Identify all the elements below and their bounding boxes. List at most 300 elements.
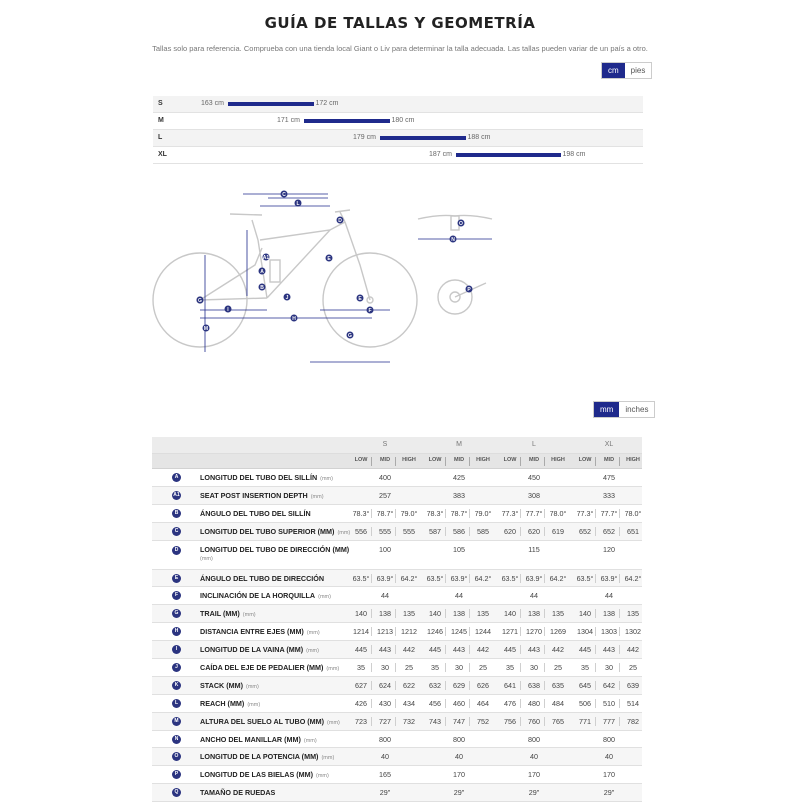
parameter-label: LONGITUD DE LA VAINA (MM) <box>200 645 304 655</box>
size-min-label: 171 cm <box>277 116 300 124</box>
geometry-value: 138 <box>603 609 615 619</box>
geometry-value: 445 <box>429 645 441 655</box>
geometry-value: 138 <box>379 609 391 619</box>
size-row-s <box>153 96 643 113</box>
geometry-value: 63.5° <box>501 573 519 583</box>
parameter-label: ALTURA DEL SUELO AL TUBO (MM) <box>200 716 325 726</box>
geometry-value: 430 <box>379 698 391 708</box>
geometry-value: 642 <box>603 680 615 690</box>
parameter-name <box>200 663 339 672</box>
geometry-value: 771 <box>579 716 591 726</box>
row-code-badge: D <box>172 546 181 555</box>
parameter-name <box>200 545 349 554</box>
geometry-value: 77.3° <box>501 508 519 518</box>
parameter-unit: (mm) <box>316 773 329 780</box>
geometry-value: 35 <box>357 663 365 673</box>
geometry-row-f <box>152 587 642 605</box>
geometry-value: 1213 <box>377 627 393 637</box>
geometry-value: 1303 <box>601 627 617 637</box>
geometry-value: 30 <box>530 663 538 673</box>
parameter-name <box>200 609 256 618</box>
geometry-value: 723 <box>355 716 367 726</box>
size-header: S <box>382 441 388 448</box>
geometry-value: 78.0° <box>549 508 567 518</box>
geometry-value: 35 <box>506 663 514 673</box>
geometry-value: 140 <box>429 609 441 619</box>
row-code-badge: P <box>172 770 181 779</box>
geometry-value: 800 <box>603 734 615 744</box>
parameter-unit: (mm) <box>320 476 333 482</box>
geometry-value: 64.2° <box>400 573 418 583</box>
header-separator <box>395 457 396 466</box>
diagram-label-f: F <box>368 308 372 314</box>
row-code-badge: Q <box>172 788 181 797</box>
geometry-value: 445 <box>504 645 516 655</box>
geometry-value: 25 <box>554 663 562 673</box>
seat <box>230 214 262 240</box>
geometry-value: 760 <box>528 716 540 726</box>
geometry-value: 29" <box>453 788 465 798</box>
geometry-value: 782 <box>627 716 639 726</box>
geometry-value: 752 <box>477 716 489 726</box>
geometry-value: 64.2° <box>474 573 492 583</box>
geometry-value: 40 <box>605 752 613 762</box>
row-code-badge: O <box>172 752 181 761</box>
geometry-value: 79.0° <box>474 508 492 518</box>
geometry-value: 40 <box>381 752 389 762</box>
geometry-row-k <box>152 677 642 695</box>
diagram-label-g2: G <box>348 333 352 339</box>
geometry-value: 44 <box>455 591 463 601</box>
geometry-value: 620 <box>504 526 516 536</box>
geometry-value: 426 <box>355 698 367 708</box>
geometry-value: 425 <box>453 473 465 482</box>
position-header: HIGH <box>551 457 565 463</box>
geometry-row-m <box>152 713 642 731</box>
diagram-label-a1: A1 <box>262 255 270 261</box>
geometry-value: 333 <box>603 490 615 500</box>
diagram-label-h: H <box>292 316 296 322</box>
row-code-badge: M <box>172 717 181 726</box>
geometry-unit-toggle <box>593 401 655 418</box>
parameter-name <box>200 574 324 583</box>
geometry-row-o <box>152 748 642 766</box>
position-header: HIGH <box>626 457 640 463</box>
parameter-label: ÁNGULO DEL TUBO DE DIRECCIÓN <box>200 573 325 583</box>
row-code-badge: B <box>172 509 181 518</box>
size-min-label: 163 cm <box>201 99 224 107</box>
geometry-row-i <box>152 641 642 659</box>
page-subtitle: Tallas solo para referencia. Comprueba con una tienda local Giant o Liv para determinar la talla adecuada. Las tallas pueden variar de un país a otro. <box>152 44 648 53</box>
size-min-label: 179 cm <box>353 133 376 141</box>
geometry-value: 445 <box>355 645 367 655</box>
geometry-value: 652 <box>579 526 591 536</box>
parameter-label: LONGITUD DEL TUBO SUPERIOR (MM) <box>200 526 335 536</box>
geometry-value: 765 <box>552 716 564 726</box>
geometry-value: 140 <box>504 609 516 619</box>
diagram-label-a: A <box>260 269 264 275</box>
size-range-bar <box>304 119 390 123</box>
geometry-value: 800 <box>453 734 465 744</box>
geometry-value: 510 <box>603 698 615 708</box>
geometry-value: 1271 <box>502 627 518 637</box>
geometry-value: 639 <box>627 680 639 690</box>
geometry-value: 308 <box>528 490 540 500</box>
geometry-value: 79.0° <box>400 508 418 518</box>
geometry-value: 63.9° <box>450 573 468 583</box>
parameter-label: TRAIL (MM) <box>200 609 240 619</box>
position-header-row <box>152 454 642 469</box>
size-header: L <box>532 441 536 448</box>
geometry-value: 170 <box>453 770 465 780</box>
size-header: M <box>456 441 462 448</box>
geometry-value: 652 <box>603 526 615 536</box>
parameter-label: ANCHO DEL MANILLAR (MM) <box>200 734 301 744</box>
size-label: S <box>158 100 163 107</box>
geometry-value: 443 <box>379 645 391 655</box>
parameter-name <box>200 770 329 779</box>
geometry-value: 619 <box>552 526 564 536</box>
parameter-unit: (mm) <box>310 493 324 500</box>
geometry-value: 35 <box>581 663 589 673</box>
geometry-value: 627 <box>355 680 367 690</box>
size-max-label: 172 cm <box>315 99 339 107</box>
geometry-value: 480 <box>528 698 540 708</box>
geometry-value: 25 <box>405 663 413 673</box>
size-max-label: 188 cm <box>467 133 491 141</box>
diagram-label-c: C <box>282 192 286 198</box>
geometry-value: 138 <box>453 609 465 619</box>
geometry-value: 29" <box>603 788 615 798</box>
geometry-value: 743 <box>429 716 441 726</box>
parameter-name <box>200 699 260 708</box>
geometry-value: 484 <box>552 698 564 708</box>
geometry-value: 78.3° <box>426 508 444 518</box>
row-code-badge: E <box>172 574 181 583</box>
parameter-label: LONGITUD DE LA POTENCIA (MM) <box>200 752 319 762</box>
parameter-name <box>200 527 350 536</box>
geometry-value: 30 <box>455 663 463 673</box>
parameter-unit: (mm) <box>247 701 261 708</box>
parameter-label: LONGITUD DEL TUBO DEL SILLÍN <box>200 473 318 482</box>
size-min-label: 187 cm <box>429 150 452 158</box>
geometry-value: 442 <box>477 645 489 655</box>
geometry-value: 135 <box>552 609 564 619</box>
geometry-value: 622 <box>403 680 415 690</box>
geometry-value: 170 <box>528 770 540 780</box>
parameter-name <box>200 681 259 690</box>
geometry-value: 800 <box>528 734 540 744</box>
unit-mm-button[interactable]: mm <box>594 402 619 417</box>
geometry-value: 140 <box>579 609 591 619</box>
geometry-value: 756 <box>504 716 516 726</box>
geometry-value: 1245 <box>451 627 467 637</box>
size-header-row <box>152 437 642 454</box>
parameter-name <box>200 788 275 797</box>
geometry-value: 460 <box>453 698 465 708</box>
geometry-value: 135 <box>477 609 489 619</box>
geometry-row-l <box>152 695 642 713</box>
parameter-label: SEAT POST INSERTION DEPTH <box>200 490 308 500</box>
parameter-label: INCLINACIÓN DE LA HORQUILLA <box>200 591 316 601</box>
geometry-value: 135 <box>403 609 415 619</box>
geometry-value: 40 <box>455 752 463 762</box>
header-separator <box>595 457 596 466</box>
geometry-value: 506 <box>579 698 591 708</box>
geometry-value: 64.2° <box>624 573 642 583</box>
geometry-value: 727 <box>379 716 391 726</box>
diagram-label-m: M <box>203 326 209 332</box>
geometry-value: 556 <box>355 526 367 536</box>
geometry-value: 1269 <box>550 627 566 637</box>
geometry-value: 476 <box>504 698 516 708</box>
geometry-value: 30 <box>381 663 389 673</box>
geometry-value: 35 <box>431 663 439 673</box>
row-code-badge: I <box>172 645 181 654</box>
geometry-value: 1214 <box>353 627 369 637</box>
parameter-name <box>200 627 320 636</box>
size-header: XL <box>604 441 614 448</box>
header-separator <box>520 457 521 466</box>
row-code-badge: A <box>172 473 181 482</box>
diagram-label-n: N <box>451 237 455 243</box>
geometry-value: 514 <box>627 698 639 708</box>
row-code-badge: H <box>172 627 181 636</box>
parameter-name <box>200 752 334 761</box>
parameter-unit: (mm) <box>303 737 317 744</box>
geometry-row-n <box>152 731 642 749</box>
geometry-value: 585 <box>477 526 489 536</box>
shock <box>270 260 280 282</box>
parameter-label: TAMAÑO DE RUEDAS <box>200 788 276 798</box>
diagram-label-o: O <box>459 221 463 227</box>
geometry-value: 443 <box>603 645 615 655</box>
geometry-value: 475 <box>603 473 615 482</box>
geometry-value: 442 <box>552 645 564 655</box>
geometry-value: 120 <box>603 544 615 554</box>
geometry-value: 77.7° <box>600 508 618 518</box>
position-header: MID <box>379 457 391 463</box>
parameter-label: STACK (MM) <box>200 680 243 690</box>
geometry-row-p <box>152 766 642 784</box>
parameter-unit: (mm) <box>326 666 340 673</box>
geometry-value: 624 <box>379 680 391 690</box>
position-header: LOW <box>503 457 517 463</box>
header-separator <box>544 457 545 466</box>
diagram-label-l: L <box>296 201 300 207</box>
diagram-label-d: D <box>338 218 342 224</box>
geometry-value: 456 <box>429 698 441 708</box>
geometry-value: 777 <box>603 716 615 726</box>
parameter-unit: (mm) <box>242 612 256 619</box>
diagram-label-g: G <box>198 298 202 304</box>
unit-cm-button[interactable]: cm <box>602 63 625 78</box>
geometry-value: 40 <box>530 752 538 762</box>
geometry-value: 586 <box>453 526 465 536</box>
geometry-value: 464 <box>477 698 489 708</box>
parameter-label: LONGITUD DE LAS BIELAS (MM) <box>200 770 313 780</box>
geometry-value: 1270 <box>526 627 542 637</box>
geometry-table <box>152 437 642 802</box>
diagram-label-i: I <box>227 307 229 313</box>
geometry-value: 140 <box>355 609 367 619</box>
parameter-name <box>200 717 340 726</box>
diagram-label-j: J <box>285 295 289 301</box>
geometry-value: 25 <box>479 663 487 673</box>
geometry-row-a <box>152 469 642 487</box>
geometry-value: 747 <box>453 716 465 726</box>
page-title: GUÍA DE TALLAS Y GEOMETRÍA <box>264 14 536 32</box>
geometry-diagram <box>0 170 800 385</box>
geometry-value: 629 <box>453 680 465 690</box>
parameter-unit: (mm) <box>337 529 351 536</box>
parameter-name <box>200 491 324 500</box>
diagram-label-e2: E <box>358 296 362 302</box>
parameter-unit: (mm) <box>321 755 335 762</box>
geometry-value: 635 <box>552 680 564 690</box>
geometry-value: 44 <box>530 591 538 601</box>
row-code-badge: K <box>172 681 181 690</box>
geometry-row-a1 <box>152 487 642 505</box>
size-label: XL <box>158 151 167 158</box>
geometry-value: 115 <box>528 544 540 554</box>
geometry-value: 100 <box>379 544 391 554</box>
geometry-value: 78.7° <box>376 508 394 518</box>
geometry-value: 1244 <box>475 627 491 637</box>
geometry-value: 620 <box>528 526 540 536</box>
geometry-row-e <box>152 570 642 588</box>
header-separator <box>469 457 470 466</box>
position-header: HIGH <box>476 457 490 463</box>
geometry-value: 1212 <box>401 627 417 637</box>
geometry-value: 434 <box>403 698 415 708</box>
position-header: MID <box>603 457 615 463</box>
geometry-value: 63.5° <box>576 573 594 583</box>
size-range-bar <box>228 102 314 106</box>
parameter-unit: (mm) <box>318 594 331 601</box>
height-unit-toggle <box>601 62 652 79</box>
geometry-value: 64.2° <box>549 573 567 583</box>
header-separator <box>371 457 372 466</box>
row-code-badge: F <box>172 591 181 600</box>
geometry-value: 29" <box>379 788 391 798</box>
geometry-value: 63.5° <box>352 573 370 583</box>
geometry-value: 1246 <box>427 627 443 637</box>
geometry-value: 800 <box>379 734 391 744</box>
parameter-name <box>200 591 331 600</box>
size-max-label: 180 cm <box>391 116 415 124</box>
geometry-row-c <box>152 523 642 541</box>
geometry-value: 445 <box>579 645 591 655</box>
geometry-value: 626 <box>477 680 489 690</box>
parameter-label: DISTANCIA ENTRE EJES (MM) <box>200 627 304 637</box>
position-header: MID <box>528 457 540 463</box>
size-row-l <box>153 130 643 147</box>
geometry-value: 555 <box>379 526 391 536</box>
geometry-value: 638 <box>528 680 540 690</box>
geometry-value: 44 <box>381 591 389 601</box>
geometry-value: 442 <box>627 645 639 655</box>
geometry-value: 450 <box>528 473 540 482</box>
geometry-value: 63.9° <box>376 573 394 583</box>
diagram-label-p: P <box>467 287 471 293</box>
geometry-value: 77.3° <box>576 508 594 518</box>
geometry-value: 77.7° <box>525 508 543 518</box>
geometry-value: 651 <box>627 526 639 536</box>
position-header: LOW <box>354 457 368 463</box>
parameter-unit: (mm) <box>306 630 320 637</box>
size-range-bar <box>456 153 561 157</box>
size-label: L <box>158 134 163 141</box>
geometry-value: 30 <box>605 663 613 673</box>
geometry-value: 170 <box>603 770 615 780</box>
geometry-value: 732 <box>403 716 415 726</box>
parameter-label: LONGITUD DEL TUBO DE DIRECCIÓN (MM) <box>200 544 350 554</box>
geometry-value: 632 <box>429 680 441 690</box>
geometry-value: 78.0° <box>624 508 642 518</box>
geometry-value: 442 <box>403 645 415 655</box>
parameter-name <box>200 509 311 518</box>
geometry-value: 587 <box>429 526 441 536</box>
size-row-m <box>153 113 643 130</box>
parameter-label: REACH (MM) <box>200 698 245 708</box>
row-code-badge: G <box>172 609 181 618</box>
geometry-value: 257 <box>379 490 391 500</box>
diagram-label-b: B <box>260 285 264 291</box>
header-separator <box>619 457 620 466</box>
diagram-label-e: E <box>327 256 331 262</box>
row-code-badge: L <box>172 699 181 708</box>
parameter-unit: (mm) <box>245 683 259 690</box>
row-code-badge: A1 <box>173 491 180 498</box>
geometry-value: 138 <box>528 609 540 619</box>
geometry-value: 1302 <box>625 627 641 637</box>
geometry-value: 29" <box>528 788 540 798</box>
geometry-value: 555 <box>403 526 415 536</box>
size-max-label: 198 cm <box>562 150 586 158</box>
parameter-label: ÁNGULO DEL TUBO DEL SILLÍN <box>200 508 311 518</box>
size-range-bar <box>380 136 466 140</box>
parameter-unit: (mm) <box>200 555 213 562</box>
header-separator <box>445 457 446 466</box>
parameter-unit: (mm) <box>327 719 340 726</box>
position-header: HIGH <box>402 457 416 463</box>
size-height-chart <box>153 96 643 164</box>
parameter-unit: (mm) <box>306 648 319 655</box>
geometry-value: 78.3° <box>352 508 370 518</box>
geometry-value: 63.9° <box>600 573 618 583</box>
geometry-value: 44 <box>605 591 613 601</box>
geometry-row-h <box>152 623 642 641</box>
geometry-value: 641 <box>504 680 516 690</box>
bike-frame <box>200 222 345 300</box>
geometry-row-j <box>152 659 642 677</box>
geometry-value: 165 <box>379 770 391 780</box>
geometry-value: 63.9° <box>525 573 543 583</box>
parameter-name <box>200 645 319 654</box>
row-code-badge: J <box>172 663 181 672</box>
geometry-row-b <box>152 505 642 523</box>
parameter-name <box>200 473 333 482</box>
unit-inches-button[interactable]: inches <box>619 402 654 417</box>
unit-feet-button[interactable]: pies <box>625 63 652 78</box>
geometry-row-g <box>152 605 642 623</box>
row-code-badge: C <box>172 527 181 536</box>
geometry-value: 25 <box>629 663 637 673</box>
position-header: MID <box>453 457 465 463</box>
position-header: LOW <box>578 457 592 463</box>
geometry-row-q <box>152 784 642 802</box>
